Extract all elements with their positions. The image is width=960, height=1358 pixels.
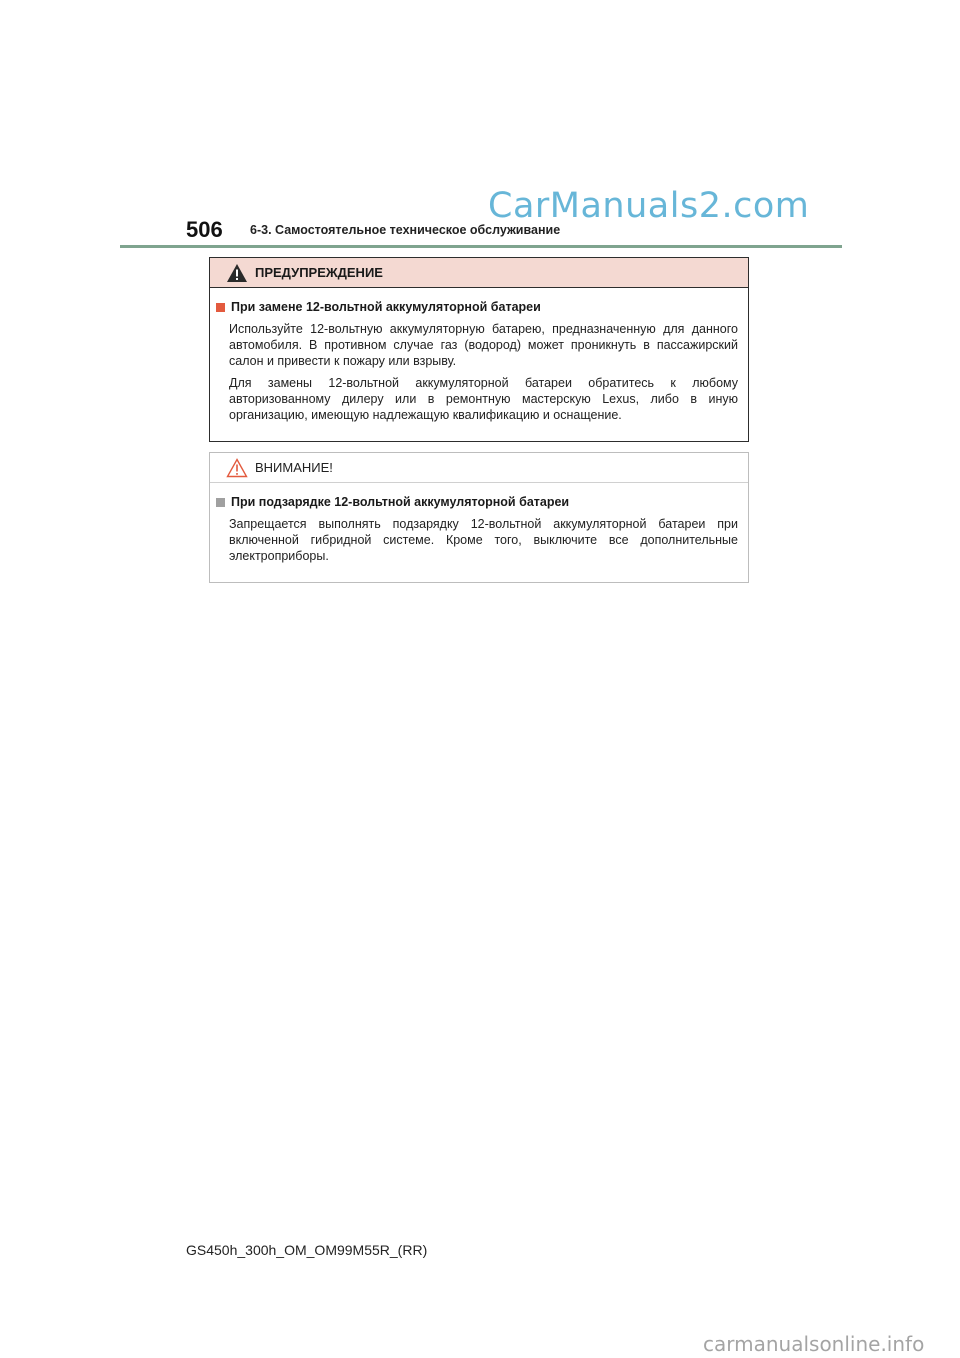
warning-body bbox=[210, 288, 748, 423]
caution-title: ВНИМАНИЕ! bbox=[255, 460, 333, 475]
watermark-top: CarManuals2.com bbox=[488, 186, 810, 226]
caution-header bbox=[210, 453, 748, 483]
warning-box bbox=[209, 257, 749, 442]
warning-bullet bbox=[216, 303, 225, 312]
warning-paragraph: Используйте 12-вольтную аккумуляторную батарею, предназначенную для данного автомобиля. В противном случае газ (водород) может проникнуть в пассажирский салон и привести к пожару или взрыву. bbox=[229, 322, 738, 368]
warning-heading: При замене 12-вольтной аккумуляторной батареи bbox=[231, 300, 541, 314]
watermark-bottom: carmanualsonline.info bbox=[703, 1332, 925, 1356]
page-number: 506 bbox=[186, 217, 223, 242]
caution-box bbox=[209, 452, 749, 583]
caution-paragraph: Запрещается выполнять подзарядку 12-вольтной аккумуляторной батареи при включенной гибридной системе. Кроме того, выключите все дополнительные электроприборы. bbox=[229, 517, 738, 563]
caution-triangle-icon bbox=[226, 458, 248, 478]
caution-body bbox=[210, 483, 748, 564]
section-title: 6-3. Самостоятельное техническое обслуживание bbox=[250, 223, 561, 237]
caution-heading: При подзарядке 12-вольтной аккумуляторной батареи bbox=[231, 495, 570, 509]
warning-title: ПРЕДУПРЕЖДЕНИЕ bbox=[255, 265, 383, 280]
header-divider bbox=[120, 245, 842, 248]
caution-bullet bbox=[216, 498, 225, 507]
page-header bbox=[120, 214, 842, 248]
warning-triangle-icon bbox=[226, 263, 248, 283]
caution-subhead bbox=[216, 495, 738, 509]
warning-paragraph: Для замены 12-вольтной аккумуляторной батареи обратитесь к любому авторизованному дилеру или в ремонтную мастерскую Lexus, либо в иную организацию, имеющую надлежащую квалификацию и оснащение. bbox=[229, 376, 738, 422]
warning-header bbox=[210, 258, 748, 288]
document-code: GS450h_300h_OM_OM99M55R_(RR) bbox=[186, 1242, 428, 1258]
warning-subhead bbox=[216, 300, 738, 314]
